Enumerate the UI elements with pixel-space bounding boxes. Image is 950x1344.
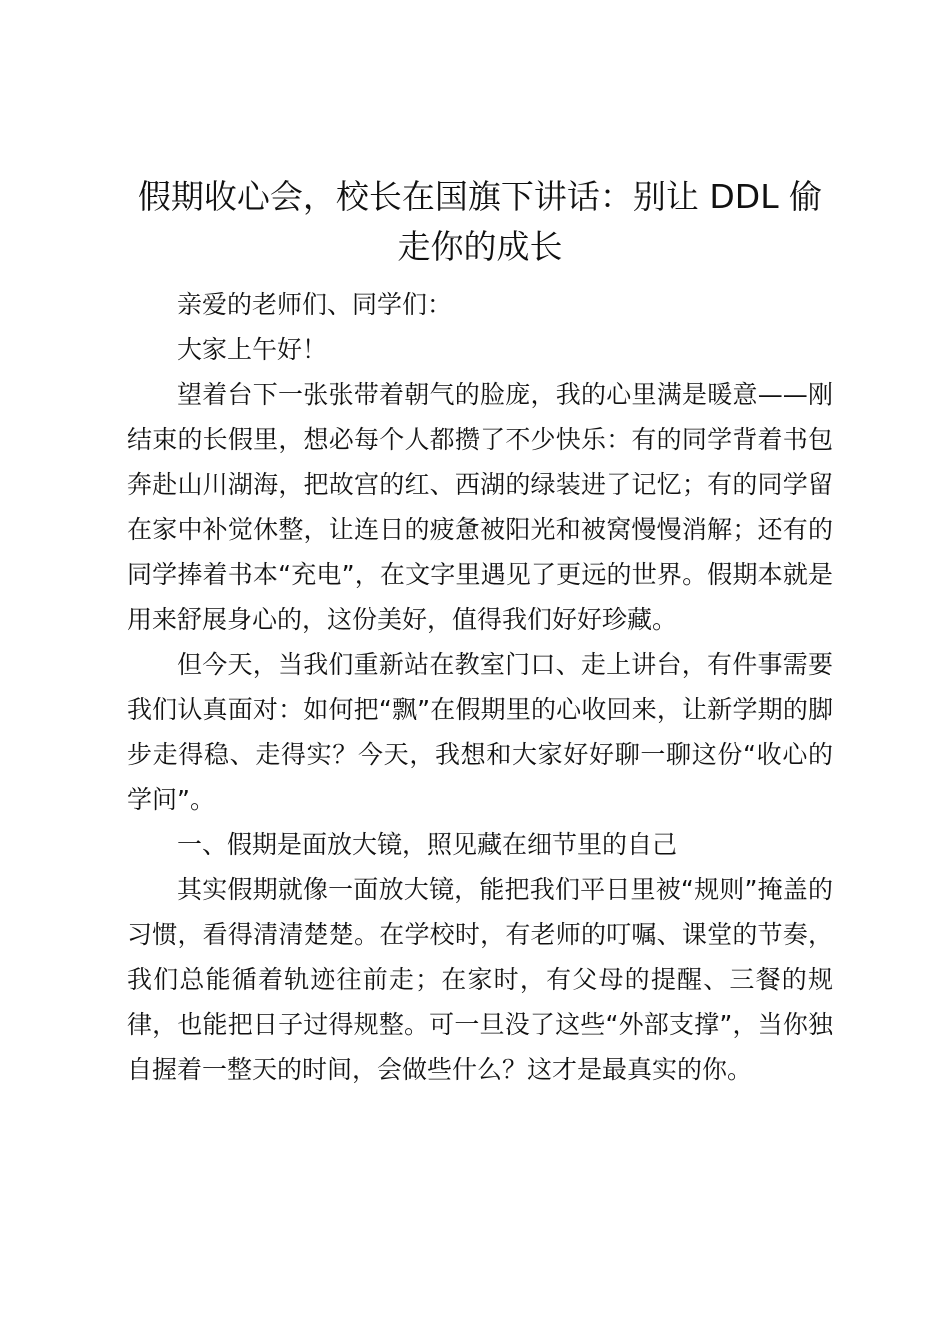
paragraph-holiday-memories: 望着台下一张张带着朝气的脸庞，我的心里满是暖意——刚结束的长假里，想必每个人都攒了不少快乐：有的同学背着书包奔赴山川湖海，把故宫的红、西湖的绿装进了记忆；有的同学留在家中补觉休整，让连日的疲惫被阳光和被窝慢慢消解；还有的同学捧着书本“充电”，在文字里遇见了更远的世界。假期本就是用来舒展身心的，这份美好，值得我们好好珍藏。 xyxy=(127,380,833,634)
salutation: 亲爱的老师们、同学们： xyxy=(177,290,453,319)
section-heading-1: 一、假期是面放大镜，照见藏在细节里的自己 xyxy=(177,830,678,859)
document-page xyxy=(127,172,833,1092)
greeting: 大家上午好！ xyxy=(177,335,328,364)
paragraph-refocus: 但今天，当我们重新站在教室门口、走上讲台，有件事需要我们认真面对：如何把“飘”在假期里的心收回来，让新学期的脚步走得稳、走得实？今天，我想和大家好好聊一聊这份“收心的学问”。 xyxy=(127,650,833,814)
paragraph-magnifier: 其实假期就像一面放大镜，能把我们平日里被“规则”掩盖的习惯，看得清清楚楚。在学校时，有老师的叮嘱、课堂的节奏，我们总能循着轨迹往前走；在家时，有父母的提醒、三餐的规律，也能把日子过得规整。可一旦没了这些“外部支撑”，当你独自握着一整天的时间，会做些什么？这才是最真实的你。 xyxy=(127,875,833,1084)
document-title: 假期收心会，校长在国旗下讲话：别让 DDL 偷走你的成长 xyxy=(137,177,823,266)
